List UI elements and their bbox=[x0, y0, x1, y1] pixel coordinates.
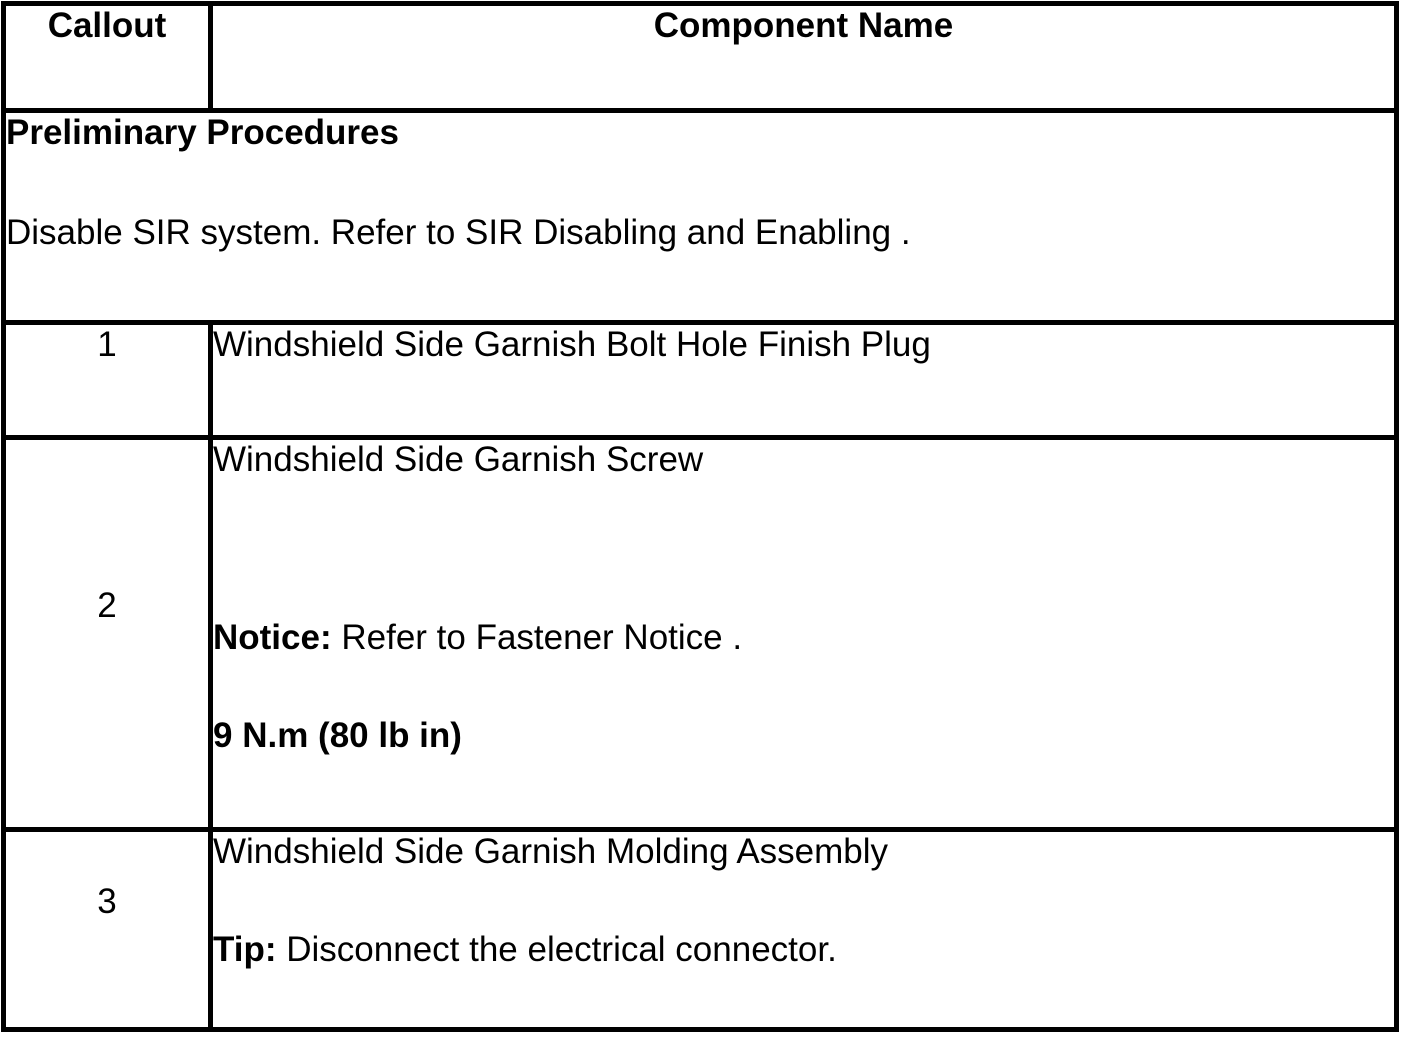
callout-header: Callout bbox=[4, 4, 211, 111]
component-name-cell bbox=[211, 830, 1397, 1030]
tip-line bbox=[213, 930, 1394, 970]
callout-cell: 2 bbox=[4, 438, 211, 830]
tip-label: Tip: bbox=[213, 930, 277, 969]
notice-line bbox=[213, 618, 1394, 658]
component-name: Windshield Side Garnish Molding Assembly bbox=[213, 832, 889, 871]
preliminary-text: Disable SIR system. Refer to SIR Disabling and Enabling . bbox=[6, 213, 911, 252]
callout-cell: 1 bbox=[4, 323, 211, 438]
preliminary-title: Preliminary Procedures bbox=[6, 113, 399, 152]
header-row bbox=[4, 4, 1397, 111]
preliminary-cell bbox=[4, 111, 1397, 323]
table-row bbox=[4, 438, 1397, 830]
torque-spec: 9 N.m (80 lb in) bbox=[213, 716, 462, 755]
tip-text: Disconnect the electrical connector. bbox=[276, 930, 837, 969]
component-name-header: Component Name bbox=[211, 4, 1397, 111]
procedure-table bbox=[1, 1, 1399, 1032]
callout-cell: 3 bbox=[4, 830, 211, 1030]
preliminary-row bbox=[4, 111, 1397, 323]
component-name-cell bbox=[211, 438, 1397, 830]
component-name-cell bbox=[211, 323, 1397, 438]
notice-text: Refer to Fastener Notice . bbox=[331, 618, 743, 657]
component-name: Windshield Side Garnish Screw bbox=[213, 440, 704, 479]
notice-label: Notice: bbox=[213, 618, 332, 657]
table-row bbox=[4, 323, 1397, 438]
table-row bbox=[4, 830, 1397, 1030]
component-name: Windshield Side Garnish Bolt Hole Finish Plug bbox=[213, 325, 931, 364]
